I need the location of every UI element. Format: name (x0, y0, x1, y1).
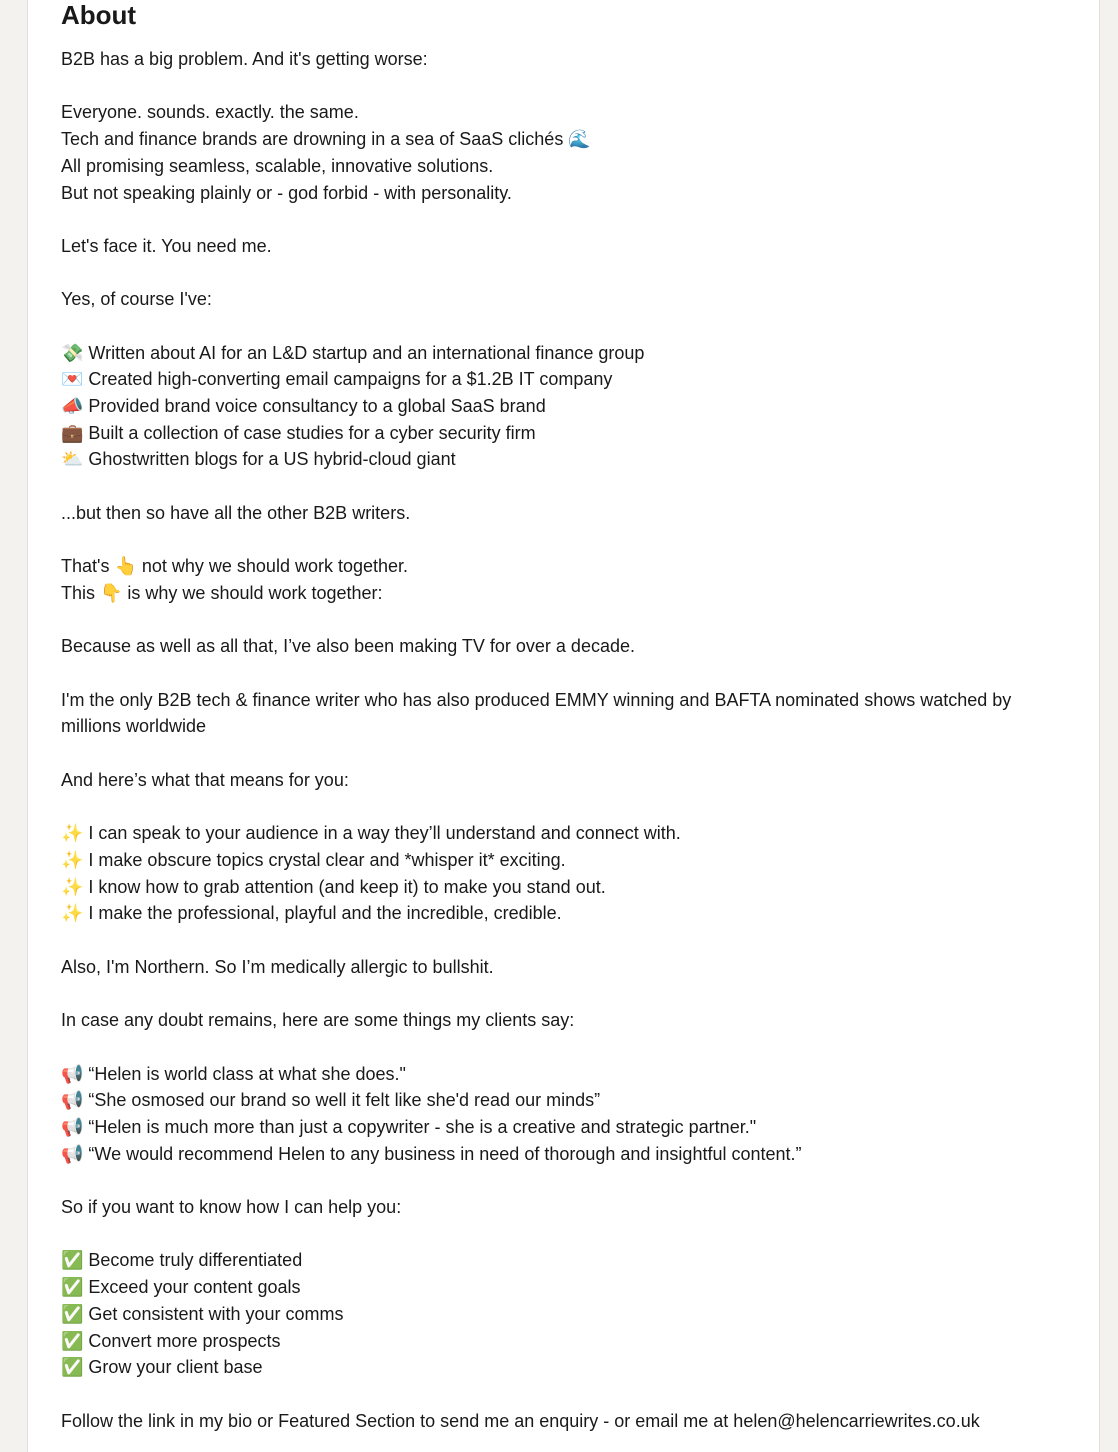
about-line: Let's face it. You need me. (61, 235, 272, 256)
about-line: 📢 “Helen is world class at what she does." (61, 1063, 406, 1084)
about-line: That's 👆 not why we should work together. (61, 556, 409, 577)
about-text (61, 46, 1071, 1434)
about-line: 💌 Created high-converting email campaigns for a $1.2B IT company (61, 369, 613, 390)
about-line: ✨ I know how to grab attention (and keep it) to make you stand out. (61, 876, 606, 897)
paragraph-spacer (61, 1381, 1071, 1408)
paragraph-spacer (61, 794, 1071, 821)
paragraph-spacer (61, 607, 1071, 634)
about-line: This 👇 is why we should work together: (61, 582, 383, 603)
paragraph-spacer (61, 1034, 1071, 1061)
about-card (27, 0, 1100, 1452)
paragraph-spacer (61, 73, 1071, 100)
paragraph-spacer (61, 980, 1071, 1007)
about-line: Yes, of course I've: (61, 289, 212, 310)
about-line: Tech and finance brands are drowning in a sea of SaaS clichés 🌊 (61, 129, 591, 150)
about-content (61, 0, 1071, 1434)
about-line: ✅ Become truly differentiated (61, 1250, 303, 1271)
about-line: In case any doubt remains, here are some things my clients say: (61, 1010, 575, 1031)
about-line: ✅ Convert more prospects (61, 1330, 281, 1351)
paragraph-spacer (61, 260, 1071, 287)
about-line: 📢 “We would recommend Helen to any business in need of thorough and insightful content.” (61, 1143, 802, 1164)
about-line: All promising seamless, scalable, innovative solutions. (61, 155, 494, 176)
paragraph-spacer (61, 660, 1071, 687)
about-line: Follow the link in my bio or Featured Section to send me an enquiry - or email me at helen@helencarriewrites.co.uk (61, 1410, 980, 1431)
about-line: ✨ I make obscure topics crystal clear and *whisper it* exciting. (61, 849, 566, 870)
about-line: ✅ Exceed your content goals (61, 1277, 301, 1298)
about-line: I'm the only B2B tech & finance writer who has also produced EMMY winning and BAFTA nominated shows watched by millions worldwide (61, 689, 1017, 737)
about-line: ✨ I can speak to your audience in a way they’ll understand and connect with. (61, 823, 681, 844)
paragraph-spacer (61, 1167, 1071, 1194)
about-line: Because as well as all that, I’ve also been making TV for over a decade. (61, 636, 635, 657)
about-line: ...but then so have all the other B2B writers. (61, 502, 411, 523)
about-line: ⛅ Ghostwritten blogs for a US hybrid-cloud giant (61, 449, 456, 470)
about-line: 📣 Provided brand voice consultancy to a global SaaS brand (61, 396, 546, 417)
about-line: And here’s what that means for you: (61, 769, 349, 790)
about-line: 💸 Written about AI for an L&D startup and an international finance group (61, 342, 645, 363)
paragraph-spacer (61, 473, 1071, 500)
paragraph-spacer (61, 927, 1071, 954)
about-line: ✨ I make the professional, playful and the incredible, credible. (61, 903, 562, 924)
about-line: Everyone. sounds. exactly. the same. (61, 102, 359, 123)
paragraph-spacer (61, 527, 1071, 554)
about-line: B2B has a big problem. And it's getting worse: (61, 49, 428, 69)
section-title: About (61, 0, 137, 30)
paragraph-spacer (61, 1221, 1071, 1248)
about-line: 📢 “Helen is much more than just a copywriter - she is a creative and strategic partner." (61, 1116, 757, 1137)
paragraph-spacer (61, 313, 1071, 340)
about-line: ✅ Grow your client base (61, 1357, 263, 1378)
about-line: 📢 “She osmosed our brand so well it felt like she'd read our minds” (61, 1090, 601, 1111)
about-line: So if you want to know how I can help you: (61, 1197, 402, 1218)
about-line: But not speaking plainly or - god forbid - with personality. (61, 182, 512, 203)
about-line: ✅ Get consistent with your comms (61, 1303, 344, 1324)
about-line: Also, I'm Northern. So I’m medically allergic to bullshit. (61, 956, 494, 977)
about-line: 💼 Built a collection of case studies for a cyber security firm (61, 422, 536, 443)
paragraph-spacer (61, 740, 1071, 767)
paragraph-spacer (61, 206, 1071, 233)
